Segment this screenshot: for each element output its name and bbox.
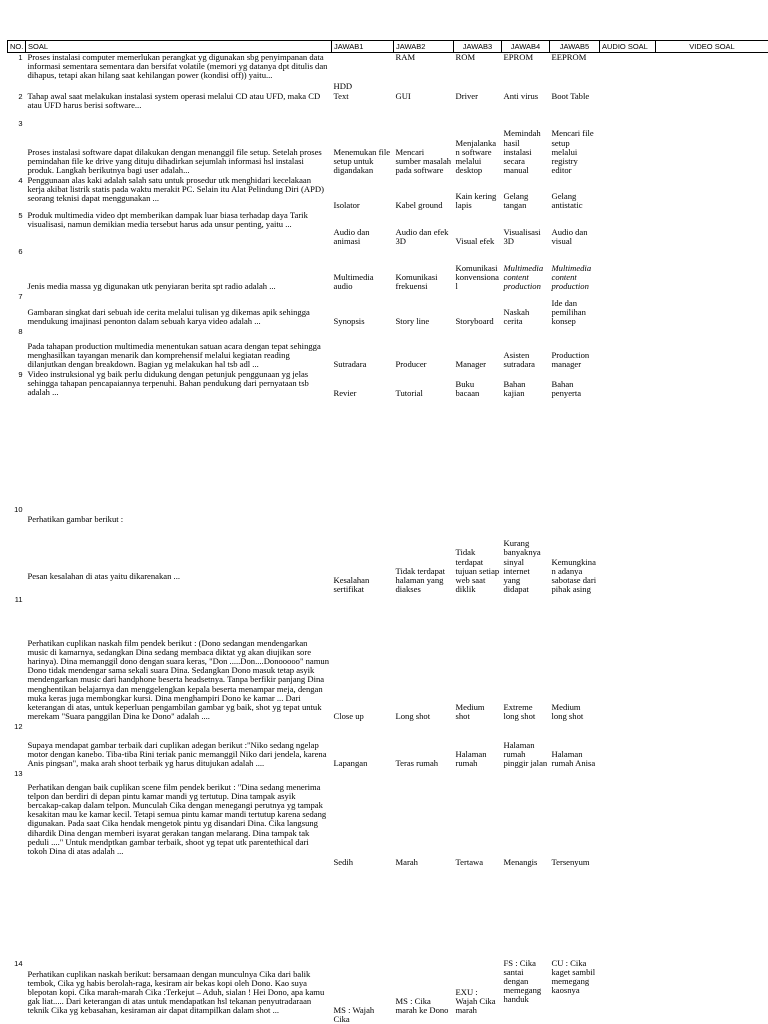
question-text: Tahap awal saat melakukan instalasi system operasi melalui CD atau UFD, maka CD atau UFD harus berisi software... <box>27 91 321 110</box>
question-text: Gambaran singkat dari sebuah ide cerita melalui tulisan yg dikemas apik sehingga mendukung imajinasi penonton dalam sebuah karya video adalah ... <box>27 307 310 327</box>
answer-5: Gelang antistatic <box>551 191 583 211</box>
answer-4: Menangis <box>503 856 538 867</box>
question-text: Pada tahapan production multimedia menentukan satuan acara dengan tepat sehingga menghasilkan tayangan menarik dan komprehensif melalui kegiatan reading dilanjutkan dengan breakdown. Bagian yg melakukan hal tsb adl ... <box>27 340 321 370</box>
question-text: Penggunaan alas kaki adalah salah satu untuk prosedur utk menghidari kecelakaan kerja akibat listrik statis pada waktu merakit PC. Selain itu Alat Pelindung Diri (APD) seorang teknisi dapat menggunakan ... <box>27 175 324 203</box>
answer-4: Naskah cerita <box>503 307 530 327</box>
answer-3: Buku bacaan <box>455 378 480 398</box>
video-cell <box>656 211 768 247</box>
question-number: 1 <box>18 53 23 62</box>
question-text: Proses instalasi software dapat dilakukan dengan menanggil file setup. Setelah proses pemindahan file ke drive yang dituju dihadirkan sejumlah informasi hsl instalasi produk. Langkah berikutnya bagi user adalah... <box>27 146 322 176</box>
table-row <box>8 53 768 92</box>
answer-3: Menjalankan software melalui desktop <box>455 137 497 176</box>
answer-2: Producer <box>395 359 427 370</box>
video-cell <box>656 292 768 327</box>
answer-5: CU : Cika kaget sambil memegang kaosnya <box>551 958 596 996</box>
answer-4: EPROM <box>503 52 534 62</box>
question-text: Proses instalasi computer memerlukan perangkat yg digunakan sbg penyimpanan data informasi sementara sementara dan bersifat volatile (memori yg datanya dpt ditulis dan dihapus, tetapi akan hilang saat kehilangan power (kondisi off)) yaitu... <box>27 52 328 81</box>
answer-1: Sutradara <box>333 359 367 370</box>
answer-4: Gelang tangan <box>503 191 529 211</box>
answer-4: Multimedia content production <box>503 262 544 292</box>
question-table <box>7 40 768 1024</box>
header-jawab4: JAWAB4 <box>502 41 550 53</box>
answer-3: Kain kering lapis <box>455 191 497 211</box>
table-row <box>8 327 768 370</box>
answer-4: Visualisasi 3D <box>503 227 541 247</box>
answer-1: Revier <box>333 387 357 398</box>
answer-2: MS : Cika marah ke Dono <box>395 995 449 1015</box>
answer-1: Synopsis <box>333 316 365 327</box>
video-cell <box>656 959 768 1024</box>
header-video-soal: VIDEO SOAL <box>656 41 768 53</box>
question-number: 13 <box>14 768 23 778</box>
header-jawab2: JAWAB2 <box>394 41 454 53</box>
answer-2: Long shot <box>395 711 431 722</box>
question-number: 6 <box>18 246 23 256</box>
answer-2: Komunikasi frekuensi <box>395 272 438 292</box>
answer-4: Bahan kajian <box>503 378 526 398</box>
answer-4: Extreme long shot <box>503 702 536 722</box>
answer-2: Tidak terdapat halaman yang diakses <box>395 565 446 595</box>
answer-1: HDD <box>333 81 353 92</box>
answer-5: Production manager <box>551 350 590 370</box>
answer-2: Marah <box>395 856 418 867</box>
answer-1: Isolator <box>333 200 360 211</box>
answer-5: Ide dan pemilihan konsep <box>551 297 586 327</box>
answer-2: Story line <box>395 316 430 327</box>
video-cell <box>656 176 768 211</box>
answer-5: Kemungkinan adanya sabotase dari pihak asing <box>551 556 597 595</box>
question-number: 5 <box>18 210 23 220</box>
audio-cell <box>600 769 656 959</box>
answer-2: RAM <box>395 52 416 62</box>
question-text: Perhatikan dengan baik cuplikan scene film pendek berikut : "Dina sedang menerima telpon dan berdiri di depan pintu kamar mandi yg tertutup. Dina tampak asyik bercakap-cakap dalam telpon. Munculah Cika dengan menegangi perutnya yg tampak kesakitan mau ke kamar kecil. Tetapi semua pintu kamar mandi tertutup karena sedang digunakan. Pada saat Cika hendak mengetok pintu yg disandari Dina. Cika langsung dihardik Dina dengan memberi isyarat gerakan tangan melarang. Dina tampak tak peduli ...." Untuk mendptkan gambar terbaik, shoot yg tepat utk parentethical dari tokoh Dina di atas adalah ... <box>27 781 327 856</box>
question-text: Pesan kesalahan di atas yaitu dikarenakan ... <box>27 570 180 581</box>
answer-5: Bahan penyerta <box>551 378 582 398</box>
question-cell <box>26 505 332 595</box>
answer-3: EXU : Wajah Cika marah <box>455 986 496 1015</box>
answer-2: Mencari sumber masalah pada software <box>395 146 452 176</box>
answer-4: FS : Cika santai dengan memegang handuk <box>503 958 542 1005</box>
table-row <box>8 370 768 505</box>
audio-cell <box>600 119 656 176</box>
question-intro: Perhatikan gambar berikut : <box>27 513 124 524</box>
question-number: 8 <box>18 326 23 336</box>
video-cell <box>656 505 768 595</box>
header-jawab3: JAWAB3 <box>454 41 502 53</box>
answer-3: Komunikasi konvensional <box>455 262 499 292</box>
answer-5: Multimedia content production <box>551 262 592 292</box>
answer-4: Halaman rumah pinggir jalan <box>503 739 548 769</box>
answer-1: Kesalahan sertifikat <box>333 575 370 595</box>
answer-5: Mencari file setup melalui registry editor <box>551 128 594 176</box>
header-soal: SOAL <box>26 41 332 53</box>
video-cell <box>656 53 768 92</box>
table-row <box>8 292 768 327</box>
answer-2: GUI <box>395 91 411 101</box>
answer-3: Visual efek <box>455 236 495 247</box>
table-row <box>8 769 768 959</box>
table-row <box>8 92 768 119</box>
answer-5: Tersenyum <box>551 856 590 867</box>
table-row <box>8 595 768 722</box>
video-cell <box>656 722 768 769</box>
audio-cell <box>600 959 656 1024</box>
question-number: 4 <box>18 175 23 185</box>
audio-cell <box>600 595 656 722</box>
question-number: 7 <box>18 291 23 301</box>
video-cell <box>656 119 768 176</box>
table-row <box>8 176 768 211</box>
table-row <box>8 722 768 769</box>
question-number: 10 <box>14 504 23 514</box>
answer-3: Medium shot <box>455 702 485 722</box>
table-row <box>8 247 768 292</box>
answer-5: Audio dan visual <box>551 227 588 247</box>
audio-cell <box>600 176 656 211</box>
answer-2: Teras rumah <box>395 758 439 769</box>
answer-1: Multimedia audio <box>333 272 374 292</box>
answer-1: Text <box>333 91 349 101</box>
question-text: Perhatikan cuplikan naskah berikut: bersamaan dengan munculnya Cika dari balik tembok, Cika yg habis berolah-raga, kesiram air bekas kopi oleh Dono. Kao suya blepotan kopi. Cika marah-marah Cika :Terkejut – Aduh, sialan ! Hei Dono, apa kamu gak liat..... Dari keterangan di atas untuk mendapatkan hsl tekanan penyutradaraan teknik Cika yg kebasahan, kesiraman air dapat ditampilkan dalam shot ... <box>27 968 325 1016</box>
video-cell <box>656 769 768 959</box>
audio-cell <box>600 370 656 505</box>
audio-cell <box>600 505 656 595</box>
audio-cell <box>600 722 656 769</box>
question-number: 2 <box>18 91 23 101</box>
question-number: 11 <box>14 594 23 604</box>
answer-5: Halaman rumah Anisa <box>551 749 596 769</box>
question-text: Supaya mendapat gambar terbaik dari cuplikan adegan berikut :"Niko sedang ngelap motor dengan kanebo. Tiba-tiba Rini teriak panic memanggil Niko dari jendela, karena Anis pingsan", maka arah shoot terbaik yg harus ditujukan adalah .... <box>27 739 327 769</box>
audio-cell <box>600 292 656 327</box>
answer-4: Asisten sutradara <box>503 350 535 370</box>
video-cell <box>656 370 768 505</box>
answer-3: Tertawa <box>455 856 484 867</box>
answer-3: Storyboard <box>455 316 494 327</box>
answer-3: Halaman rumah <box>455 749 487 769</box>
question-number: 3 <box>18 118 23 128</box>
audio-cell <box>600 92 656 119</box>
table-row <box>8 211 768 247</box>
table-row <box>8 959 768 1024</box>
answer-3: ROM <box>455 52 476 62</box>
answer-1: Lapangan <box>333 758 368 769</box>
answer-4: Memindah hasil instalasi secara manual <box>503 128 541 176</box>
answer-5: Medium long shot <box>551 702 584 722</box>
video-cell <box>656 92 768 119</box>
question-number: 9 <box>18 369 23 379</box>
question-text: Produk multimedia video dpt memberikan dampak luar biasa terhadap daya Tarik visualisasi, namun demikian media tersebut harus ada unsur penting, yaitu ... <box>27 210 308 229</box>
answer-2: Tutorial <box>395 387 423 398</box>
answer-1: Sedih <box>333 856 354 867</box>
answer-4: Kurang banyaknya sinyal internet yang didapat <box>503 538 541 595</box>
answer-3: Driver <box>455 91 478 101</box>
answer-5: EEPROM <box>551 52 587 62</box>
answer-1: Menemukan file setup untuk digandakan <box>333 146 391 176</box>
answer-5: Boot Table <box>551 91 590 101</box>
audio-cell <box>600 327 656 370</box>
answer-3: Manager <box>455 359 487 370</box>
question-text: Perhatikan cuplikan naskah film pendek berikut : (Dono sedangan mendengarkan music di kamarnya, sedangkan Dina sedang membaca diktat yg akan diujikan sore harinya). Dina memanggil dono dengan suara keras, "Don .....Don....Donooooo" namun Dono tidak mendengar sama sekali suara Dina. Sedangkan Dono masuk tetap asyik mendengarkan music dari handphone beserta headsetnya. Tanpa berfikir panjang Dina menghentikan belajarnya dan menggelengkan kepala beserta menampar meja, dengan muka keras juga membongkar kursi. Dina menghampiri Dono ke kamar ... Dari keterangan di atas, untuk keperluan pengambilan gambar yg baik, shot yg tepat untuk merekam "Suara panggilan Dina ke Dono" adalah .... <box>27 637 330 722</box>
question-text: Video instruksional yg baik perlu didukung dengan petunjuk penggunaan yg jelas sehingga tahapan pencapaiannya terpenuhi. Bahan pendukung dari pernyataan tsb adalah ... <box>27 369 309 397</box>
answer-1: Close up <box>333 711 364 722</box>
answer-1: MS : Wajah Cika <box>333 1004 375 1024</box>
answer-1: Audio dan animasi <box>333 227 370 247</box>
answer-2: Audio dan efek 3D <box>395 227 449 247</box>
header-row <box>8 41 768 53</box>
header-audio-soal: AUDIO SOAL <box>600 41 656 53</box>
video-cell <box>656 327 768 370</box>
video-cell <box>656 595 768 722</box>
header-jawab1: JAWAB1 <box>332 41 394 53</box>
audio-cell <box>600 247 656 292</box>
header-jawab5: JAWAB5 <box>550 41 600 53</box>
answer-4: Anti virus <box>503 91 539 101</box>
question-number: 12 <box>14 721 23 731</box>
video-cell <box>656 247 768 292</box>
header-no: NO. <box>8 41 26 53</box>
answer-2: Kabel ground <box>395 200 443 211</box>
answer-3: Tidak terdapat tujuan setiap web saat diklik <box>455 547 500 595</box>
audio-cell <box>600 53 656 92</box>
question-number: 14 <box>14 958 23 968</box>
audio-cell <box>600 211 656 247</box>
question-text: Jenis media massa yg digunakan utk penyiaran berita spt radio adalah ... <box>27 281 276 292</box>
table-row <box>8 119 768 176</box>
table-row <box>8 505 768 595</box>
